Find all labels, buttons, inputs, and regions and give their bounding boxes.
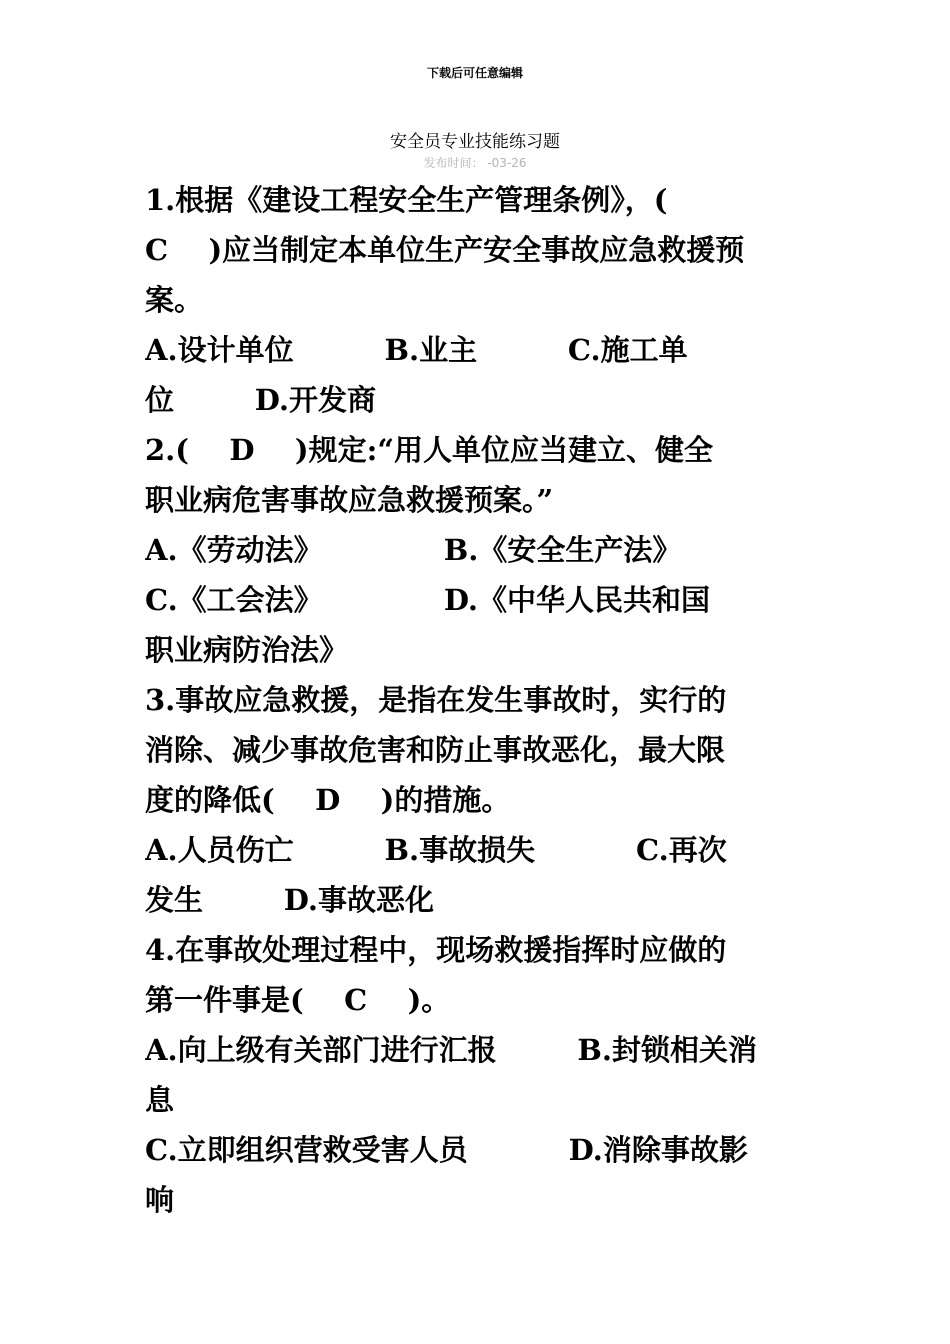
text-line: C.立即组织营救受害人员 D.消除事故影 [145, 1133, 748, 1167]
text-line: 消除、减少事故危害和防止事故恶化，最大限 [145, 733, 726, 767]
document-title: 安全员专业技能练习题 [390, 132, 560, 152]
text-line: C.《工会法》 D.《中华人民共和国 [145, 583, 711, 617]
text-line: 职业病危害事故应急救援预案。” [145, 483, 554, 517]
text-line: 2.( D )规定:“用人单位应当建立、健全 [145, 433, 714, 467]
text-line: A.设计单位 B.业主 C.施工单 [145, 333, 688, 367]
text-line: 第一件事是( C )。 [145, 983, 451, 1017]
text-line: 3.事故应急救援，是指在发生事故时，实行的 [145, 683, 727, 717]
text-line: C )应当制定本单位生产安全事故应急救援预 [145, 233, 745, 267]
header-note: 下载后可任意编辑 [426, 66, 523, 80]
text-line: 职业病防治法》 [145, 633, 349, 667]
text-line: 4.在事故处理过程中，现场救援指挥时应做的 [145, 933, 727, 967]
text-line: A.《劳动法》 B.《安全生产法》 [145, 533, 682, 567]
publish-label: 发布时间： [423, 156, 484, 170]
text-line: A.向上级有关部门进行汇报 B.封锁相关消 [145, 1033, 757, 1067]
text-line: 息 [145, 1083, 175, 1117]
text-line: A.人员伤亡 B.事故损失 C.再次 [145, 833, 727, 867]
text-line: 1.根据《建设工程安全生产管理条例》，( [145, 183, 668, 217]
publish-date: -03-26 [483, 156, 527, 170]
text-line: 响 [145, 1183, 175, 1217]
text-line: 位 D.开发商 [145, 383, 376, 417]
question-body [145, 175, 815, 1225]
text-line: 度的降低( D )的措施。 [145, 783, 511, 817]
publish-line [0, 154, 950, 171]
text-line: 案。 [145, 283, 204, 317]
text-line: 发生 D.事故恶化 [145, 883, 434, 917]
